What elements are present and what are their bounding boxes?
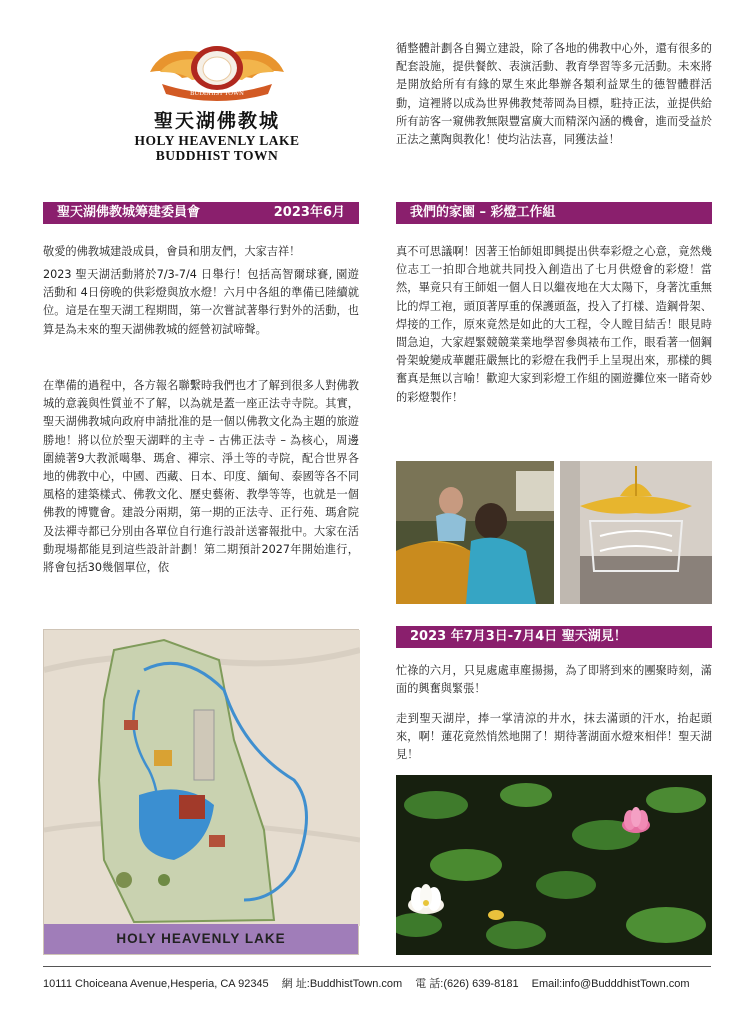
logo-name-english-line2: BUDDHIST TOWN (155, 148, 279, 163)
site-plan-map (43, 629, 359, 955)
logo-name-chinese: 聖天湖佛教城 (153, 110, 280, 132)
committee-banner-date: 2023年6月 (273, 205, 345, 220)
footer-divider (43, 966, 711, 967)
lantern-workgroup-title: 我們的家園 – 彩燈工作組 (410, 205, 556, 220)
footer-contact (43, 975, 713, 991)
logo (112, 38, 322, 168)
event-date-title: 2023 年7月3日-7月4日 聖天湖見！ (410, 629, 627, 644)
footer-address: 10111 Choiceana Avenue,Hesperia, CA 92345 (43, 978, 269, 990)
lantern-workgroup-paragraph: 真不可思議啊！因著王怡師姐即興提出供奉彩燈之心意，竟然幾位志工一拍即合地就共同投入創造出了七月供燈會的彩燈！當然，畢竟只有王師姐一個人日以繼夜地在大太陽下，身著沈重無比的焊工袍，頭頂著厚重的保護頭盔，投入了打樣、造鋼骨架、焊接的工作，原來竟然是如此的大工程，令人瞠目結舌！眼見時間急迫，大家趕緊競競業業地學習參與裱布工作，眼看著一個鋼骨架蛻變成華麗莊嚴無比的彩燈在我們手上呈現出來，那樣的興奮真是無以言喻！歡迎大家到彩燈工作組的園遊攤位來一睹奇妙的彩燈製作！ (396, 245, 712, 404)
committee-banner-title: 聖天湖佛教城筹建委員會 (57, 205, 201, 220)
logo-name-english-line1: HOLY HEAVENLY LAKE (134, 133, 300, 148)
busy-june-paragraph: 忙祿的六月，只見處處車塵揚揚，為了即將到來的團聚時刻，滿面的興奮與緊張！ (396, 664, 712, 696)
event-date-banner (396, 626, 712, 648)
footer-website[interactable]: 網 址:BuddhistTown.com (281, 978, 403, 990)
buddhist-town-intro-paragraph: 在準備的過程中，各方報名聯繫時我們也才了解到很多人對佛教城的意義與性質並不了解，以為就是蓋一座正法寺寺院。其實，聖天湖佛教城向政府申請批准的是一個以佛教文化為主題的旅遊勝地！將以位於聖天湖畔的主寺 – 古佛正法寺 – 為核心，周邊圍繞著9大教派噶舉、瑪倉、禪宗、淨土等的寺院，配合世界各地的佛教中心，中國、西藏、日本、印度、緬甸、泰國等各不同風格的建築樣式、佛教文化、歷史藝術、教學等等，也就是一個佛教的博覽會。建設分兩期，第一期的正法寺、正行苑、瑪倉院及法禪寺都已分別由各單位自行進行設計送審報批中。大家在活動現場都能見到這些設計計劃！第二期預計2027年開始進行，將會包括30幾個單位，依 (43, 379, 359, 575)
site-plan-drawing (44, 630, 360, 926)
volunteers-photo (396, 461, 554, 604)
pagoda-lantern-photo (560, 461, 712, 604)
event-announcement-paragraph: 2023 聖天湖活動將於7/3-7/4 日舉行！包括高智爾球賽, 園遊活動和 4日傍晚的供彩燈與放水燈！六月中各組的準備已陸續就位。這是在聖天湖工程期間，第一次嘗試著舉行對外的活動，也算是為未來的聖天湖佛教城的經營初試啼聲。 (43, 268, 359, 336)
lotus-pond-photo (396, 775, 712, 955)
buddhist-town-emblem-icon (142, 38, 292, 104)
plan-continuation-paragraph: 循整體計劃各自獨立建設，除了各地的佛教中心外，還有很多的配套設施，提供餐飲、表演活動、教育學習等多元活動。未來將是開放給所有有緣的眾生來此舉辦各類利益眾生的德智體群活動，這裡將以成為世界佛教梵蒂岡為目標，駐持正法，並提供給所有訪客一窺佛教無限豐富廣大而精深內涵的機會，進而受益於正法之薰陶與教化！使均沾法喜，同獲法益！ (396, 42, 712, 147)
lantern-workgroup-banner (396, 202, 712, 224)
committee-banner (43, 202, 359, 224)
footer-phone: 電 話:(626) 639-8181 (415, 978, 519, 990)
greeting-paragraph: 敬愛的佛教城建設成員，會員和朋友們，大家吉祥！ (43, 245, 301, 258)
footer-email[interactable]: Email:info@BudddhistTown.com (531, 978, 690, 990)
map-caption: HOLY HEAVENLY LAKE (44, 924, 358, 954)
emblem-badge-text: BUDDHIST TOWN (190, 90, 244, 97)
lotus-bloom-paragraph: 走到聖天湖岸，捧一掌清涼的井水，抹去滿頭的汗水，抬起頭來，啊！蓮花竟然悄然地開了！期待著湖面水燈來相伴！聖天湖見！ (396, 712, 712, 762)
